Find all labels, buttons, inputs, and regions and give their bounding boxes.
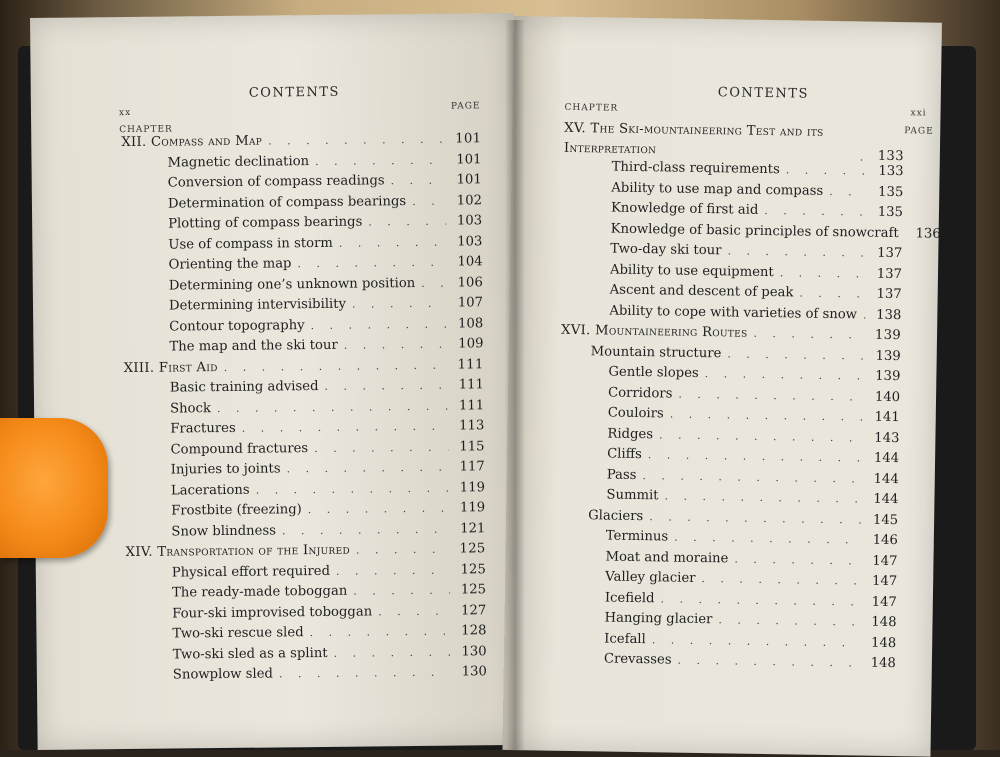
toc-chapter-xv: XV. The Ski-mountaineering Test and its Interpretation . . . 133 (564, 117, 905, 164)
toc-entry: Icefield . . . 147 (557, 589, 897, 615)
toc-entry: Ability to use map and compass . . . 135 (563, 179, 903, 205)
toc-entry: Cliffs . . . 144 (559, 446, 899, 472)
toc-entry: The ready-made toboggan . . . 125 (126, 582, 486, 606)
toc-entry: Determining one’s unknown position . . . 106 (123, 275, 483, 299)
toc-entry: Four-ski improvised toboggan . . . 127 (126, 603, 486, 627)
toc-entry: Conversion of compass readings . . . 101 (122, 172, 482, 196)
right-chapter-label: CHAPTER (564, 102, 619, 114)
toc-entry: Ability to use equipment . . . 137 (562, 261, 902, 287)
toc-entry: Lacerations . . . 119 (125, 480, 485, 504)
toc-chapter-xvi: XVI. Mountaineering Routes . . . 139 (561, 323, 901, 349)
toc-entry: Physical effort required . . . 125 (126, 562, 486, 586)
toc-entry: Pass . . . 144 (559, 466, 899, 492)
toc-chapter-xii: XII. Compass and Map . . . 101 (121, 131, 481, 155)
toc-entry: Two-ski sled as a splint . . . 130 (127, 644, 487, 668)
right-page-label: PAGE (904, 126, 934, 137)
toc-entry: Shock . . . 111 (124, 398, 484, 422)
toc-entry: Icefall . . . 148 (556, 630, 896, 656)
left-page-label: PAGE (450, 101, 481, 112)
toc-entry: Terminus . . . 146 (558, 528, 898, 554)
toc-entry: Ability to cope with varieties of snow . . . 138 (561, 302, 901, 328)
toc-entry: Basic training advised . . . 111 (124, 377, 484, 401)
toc-entry: Couloirs . . . 141 (560, 405, 900, 431)
toc-entry: Valley glacier . . . 147 (557, 569, 897, 595)
toc-chapter-xiv: XIV. Transportation of the Injured . . . 125 (126, 541, 486, 565)
right-page-title: CONTENTS (717, 85, 810, 102)
toc-entry: Determination of compass bearings . . . 102 (122, 193, 482, 217)
toc-entry: Knowledge of basic principles of snowcraft . . . 136 (562, 220, 902, 246)
toc-entry: Third-class requirements . . . 133 (563, 159, 903, 185)
book-gutter (505, 20, 525, 750)
right-page (502, 16, 941, 757)
toc-entry: Crevasses . . . 148 (556, 651, 896, 677)
toc-entry: Fractures . . . 113 (124, 418, 484, 442)
toc-entry: Orienting the map . . . 104 (123, 254, 483, 278)
toc-entry: Knowledge of first aid . . . 135 (563, 200, 903, 226)
toc-entry: Corridors . . . 140 (560, 384, 900, 410)
toc-entry: Mountain structure . . . 139 (561, 343, 901, 369)
toc-entry: Glaciers . . . 145 (558, 507, 898, 533)
toc-entry: Ridges . . . 143 (559, 425, 899, 451)
toc-entry: Two-ski rescue sled . . . 128 (126, 623, 486, 647)
toc-entry: Moat and moraine . . . 147 (557, 548, 897, 574)
toc-entry: Hanging glacier . . . 148 (556, 610, 896, 636)
left-page (30, 13, 522, 750)
left-chapter-label: CHAPTER (119, 124, 173, 136)
toc-chapter-xiii: XIII. First Aid . . . 111 (124, 357, 484, 381)
toc-entry: Gentle slopes . . . 139 (560, 364, 900, 390)
left-toc-list (121, 131, 487, 688)
toc-entry: Injuries to joints . . . 117 (125, 459, 485, 483)
toc-entry: Contour topography . . . 108 (123, 316, 483, 340)
right-folio: xxi (910, 108, 927, 119)
toc-entry: Determining intervisibility . . . 107 (123, 295, 483, 319)
toc-entry: Use of compass in storm . . . 103 (122, 234, 482, 258)
left-folio: xx (118, 107, 132, 119)
orange-clip (0, 418, 108, 558)
toc-entry: Snow blindness . . . 121 (125, 521, 485, 545)
toc-entry: Compound fractures . . . 115 (124, 439, 484, 463)
toc-entry: Magnetic declination . . . 101 (121, 152, 481, 176)
toc-entry: Plotting of compass bearings . . . 103 (122, 213, 482, 237)
toc-entry: The map and the ski tour . . . 109 (123, 336, 483, 360)
toc-entry: Ascent and descent of peak . . . 137 (562, 282, 902, 308)
toc-entry: Two-day ski tour . . . 137 (562, 241, 902, 267)
toc-entry: Frostbite (freezing) . . . 119 (125, 500, 485, 524)
left-page-title: CONTENTS (248, 84, 340, 101)
toc-entry: Summit . . . 144 (558, 487, 898, 513)
toc-entry: Snowplow sled . . . 130 (127, 664, 487, 688)
